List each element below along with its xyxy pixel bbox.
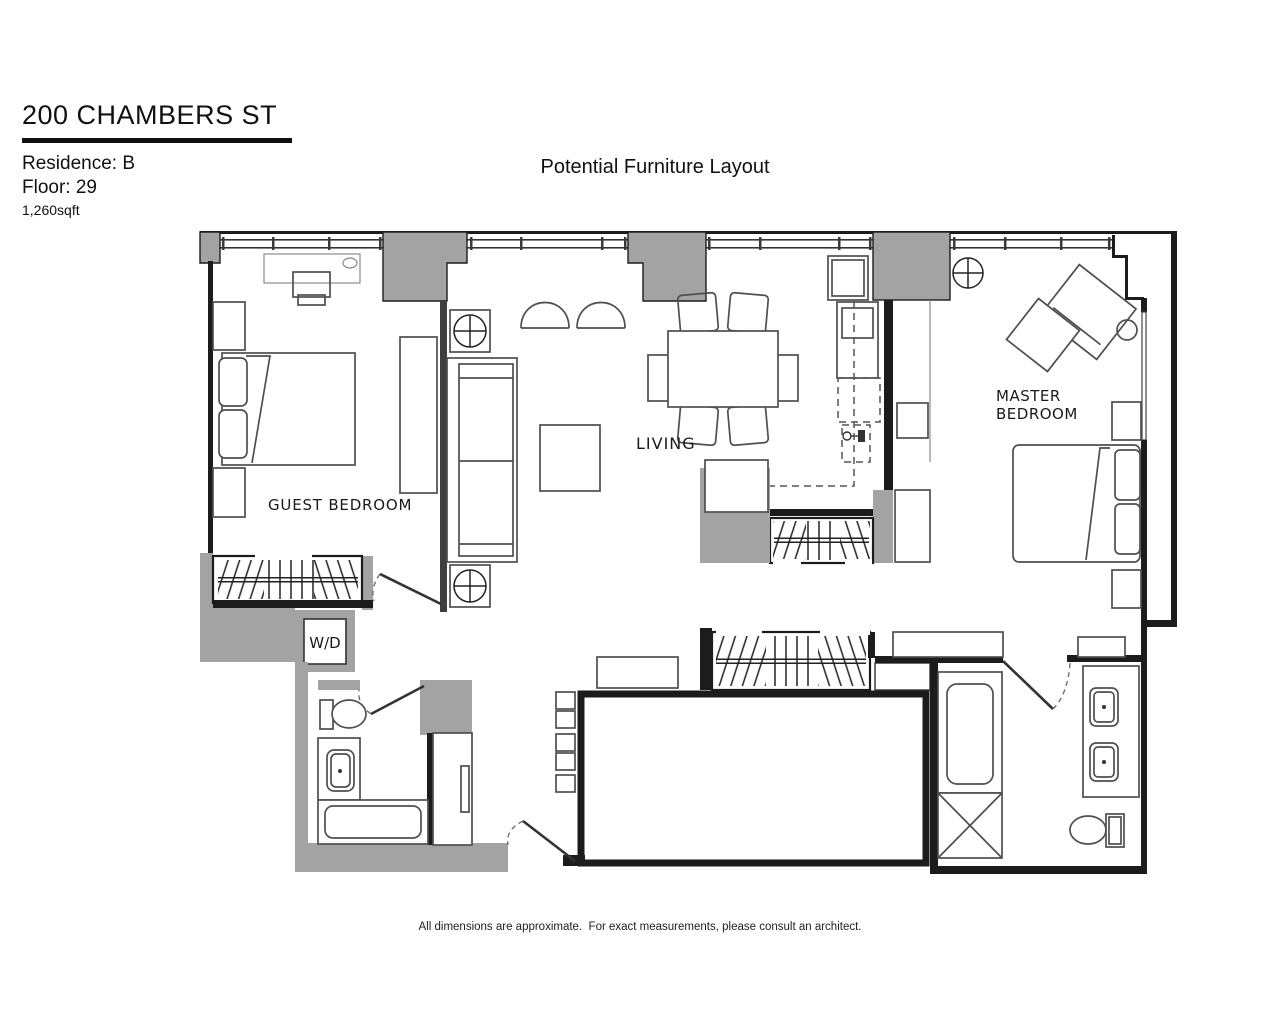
wall-cabinet (895, 490, 930, 562)
pillow (219, 410, 247, 458)
ceiling-speaker-icon (450, 310, 490, 352)
living-label: LIVING (636, 434, 696, 453)
duct-chase (875, 663, 930, 690)
nightstand (213, 302, 245, 350)
desk (264, 254, 360, 305)
vanity (318, 738, 360, 800)
toilet-icon (320, 700, 366, 729)
linen-cabinet (433, 733, 472, 845)
building-name: 200 CHAMBERS ST (22, 100, 278, 130)
master-bath-door (1003, 661, 1070, 709)
floor-label: Floor: 29 (22, 177, 97, 198)
round-chair (577, 303, 625, 329)
entry-closet (712, 628, 870, 690)
kitchen-peninsula (705, 460, 768, 512)
pillow (1115, 504, 1140, 554)
sink-icon (1090, 743, 1118, 781)
toilet-icon (1070, 814, 1124, 847)
guest-bed (219, 353, 355, 465)
nightstand (1112, 402, 1141, 440)
bedroom-living-divider-wall (440, 301, 447, 612)
master-bedroom-label-line1: MASTER (996, 387, 1061, 405)
kitchen-sink-cabinet (842, 425, 870, 462)
disclaimer-text: All dimensions are approximate. For exact measurements, please consult an architect. (418, 921, 862, 933)
dining-table (668, 331, 778, 407)
master-bed (1013, 445, 1140, 562)
kitchen-counter (837, 302, 878, 378)
master-window (1142, 312, 1146, 440)
sink-icon (1090, 688, 1118, 726)
master-bedroom-label-line2: BEDROOM (996, 405, 1078, 423)
ceiling-speaker-icon (953, 258, 983, 288)
dining-set (648, 292, 798, 445)
kitchen-cabinet-dashed (838, 378, 880, 422)
guest-bedroom-label: GUEST BEDROOM (268, 496, 413, 514)
console-table (597, 657, 678, 688)
wall-cabinet (897, 403, 928, 438)
pillow (219, 358, 247, 406)
nightstand (213, 468, 245, 517)
nightstand (1112, 570, 1141, 608)
header-block (22, 100, 292, 218)
master-dresser (893, 632, 1003, 657)
guest-dresser (400, 337, 437, 493)
sofa (447, 358, 517, 562)
bathtub (318, 800, 428, 844)
entry-shelves (556, 692, 575, 792)
guest-bath-door (359, 686, 424, 714)
coffee-table (540, 425, 600, 491)
shower (938, 793, 1002, 858)
guest-bedroom-door (373, 574, 441, 604)
ceiling-speaker-icon (450, 565, 490, 607)
title-underline (22, 138, 292, 143)
guest-closet (213, 552, 362, 603)
building-core (581, 694, 926, 863)
plan-title: Potential Furniture Layout (540, 156, 770, 178)
bathtub (938, 672, 1002, 793)
hall-closet-upper (770, 518, 873, 566)
pillow (1115, 450, 1140, 500)
double-vanity (1083, 666, 1139, 797)
sink-icon (327, 750, 354, 791)
round-chair (521, 303, 569, 329)
area-label: 1,260sqft (22, 202, 80, 218)
refrigerator (828, 256, 868, 300)
residence-label: Residence: B (22, 153, 136, 174)
master-dresser (1078, 637, 1125, 657)
washer-dryer-label: W/D (309, 634, 341, 652)
